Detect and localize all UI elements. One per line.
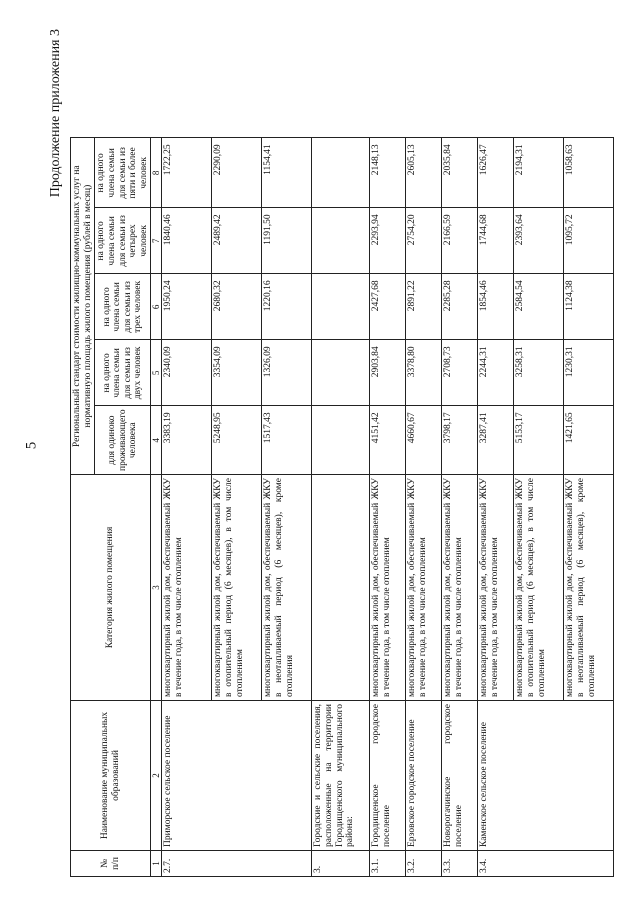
value-cell: 2903,84	[370, 340, 406, 406]
row-name: Городищенское городское поселение	[370, 701, 406, 851]
header-col7: на одного члена семьи для семьи из четырех человек	[95, 208, 151, 274]
value-cell: 4660,67	[406, 406, 442, 475]
value-cell: 2708,73	[442, 340, 478, 406]
header-num: № п/п	[71, 851, 151, 877]
value-cell	[312, 340, 370, 406]
value-cell: 1326,09	[262, 340, 312, 406]
row-name: Приморское сельское поселение	[162, 701, 312, 851]
value-cell: 5248,95	[212, 406, 262, 475]
value-cell: 2285,28	[442, 274, 478, 340]
page-number: 5	[23, 441, 40, 450]
value-cell: 2244,31	[478, 340, 514, 406]
value-cell: 2290,09	[212, 138, 262, 208]
value-cell: 1421,65	[564, 406, 614, 475]
tariff-table	[70, 137, 614, 877]
value-cell: 1950,24	[162, 274, 212, 340]
index-cell: 8	[151, 138, 162, 208]
header-col8: на одного члена семьи для семьи из пяти и более человек	[95, 138, 151, 208]
value-cell: 1230,31	[564, 340, 614, 406]
row-category: многоквартирный жилой дом, обеспечиваемый ЖКУ в течение года, в том числе отоплением	[478, 475, 514, 701]
row-num: 3.2.	[406, 851, 442, 877]
value-cell: 2148,13	[370, 138, 406, 208]
row-category: многоквартирный жилой дом, обеспечиваемый ЖКУ в неотапливаемый период (6 месяцев), кроме отопления	[262, 475, 312, 701]
header-name: Наименование муниципальных образований	[71, 701, 151, 851]
index-cell: 4	[151, 406, 162, 475]
value-cell: 4151,42	[370, 406, 406, 475]
table-row	[162, 138, 212, 877]
index-cell: 7	[151, 208, 162, 274]
index-cell: 6	[151, 274, 162, 340]
value-cell: 3287,41	[478, 406, 514, 475]
row-num: 3.4.	[478, 851, 614, 877]
value-cell: 2605,13	[406, 138, 442, 208]
table-row	[478, 138, 514, 877]
value-cell: 3383,19	[162, 406, 212, 475]
row-category: многоквартирный жилой дом, обеспечиваемый ЖКУ в неотапливаемый период (6 месяцев), кроме отопления	[564, 475, 614, 701]
row-category: многоквартирный жилой дом, обеспечиваемый ЖКУ в течение года, в том числе отоплением	[162, 475, 212, 701]
table-row	[406, 138, 442, 877]
value-cell	[312, 208, 370, 274]
row-num: 2.7.	[162, 851, 312, 877]
value-cell: 1840,46	[162, 208, 212, 274]
value-cell: 2427,68	[370, 274, 406, 340]
value-cell: 1517,43	[262, 406, 312, 475]
row-category	[312, 475, 370, 701]
value-cell: 1626,47	[478, 138, 514, 208]
row-name: Ерзовское городское поселение	[406, 701, 442, 851]
row-category: многоквартирный жилой дом, обеспечиваемый ЖКУ в течение года, в том числе отоплением	[406, 475, 442, 701]
value-cell: 2754,20	[406, 208, 442, 274]
row-category: многоквартирный жилой дом, обеспечиваемый ЖКУ в течение года, в том числе отоплением	[442, 475, 478, 701]
index-cell: 1	[151, 851, 162, 877]
value-cell: 2035,84	[442, 138, 478, 208]
header-col6: на одного члена семьи для семьи из трех человек	[95, 274, 151, 340]
table-row	[370, 138, 406, 877]
row-name: Новорогачинское городское поселение	[442, 701, 478, 851]
table-row	[312, 138, 370, 877]
value-cell: 1191,50	[262, 208, 312, 274]
row-category: многоквартирный жилой дом, обеспечиваемый ЖКУ в течение года, в том числе отоплением	[370, 475, 406, 701]
row-name: Каменское сельское поселение	[478, 701, 614, 851]
value-cell: 3378,80	[406, 340, 442, 406]
value-cell: 1058,63	[564, 138, 614, 208]
row-num: 3.3.	[442, 851, 478, 877]
row-name: Городские и сельские поселения, расположенные на территории Городищенского муниципального района:	[312, 701, 370, 851]
header-col4: для одиноко проживающего человека	[95, 406, 151, 475]
value-cell: 2584,54	[514, 274, 564, 340]
value-cell: 1220,16	[262, 274, 312, 340]
value-cell	[312, 406, 370, 475]
value-cell: 2194,31	[514, 138, 564, 208]
value-cell: 2393,64	[514, 208, 564, 274]
row-category: многоквартирный жилой дом, обеспечиваемый ЖКУ в отопительный период (6 месяцев), в том числе отоплением	[514, 475, 564, 701]
row-num: 3.1.	[370, 851, 406, 877]
value-cell: 1124,38	[564, 274, 614, 340]
value-cell: 2166,59	[442, 208, 478, 274]
value-cell: 1744,68	[478, 208, 514, 274]
value-cell: 3258,31	[514, 340, 564, 406]
value-cell: 1722,25	[162, 138, 212, 208]
continuation-title: Продолжение приложения 3	[48, 29, 63, 198]
header-standard: Региональный стандарт стоимости жилищно-коммунальных услуг на нормативную площадь жилого помещения (рублей в месяц)	[71, 138, 95, 475]
header-category: Категория жилого помещения	[71, 475, 151, 701]
value-cell	[312, 274, 370, 340]
value-cell: 2293,94	[370, 208, 406, 274]
row-category: многоквартирный жилой дом, обеспечиваемый ЖКУ в отопительный период (6 месяцев), в том числе отоплением	[212, 475, 262, 701]
index-row	[151, 138, 162, 877]
table-row	[442, 138, 478, 877]
index-cell: 5	[151, 340, 162, 406]
header-row	[71, 138, 95, 877]
value-cell: 1154,41	[262, 138, 312, 208]
value-cell: 1095,72	[564, 208, 614, 274]
index-cell: 2	[151, 701, 162, 851]
value-cell: 3354,09	[212, 340, 262, 406]
value-cell: 2891,22	[406, 274, 442, 340]
value-cell: 5153,17	[514, 406, 564, 475]
value-cell: 1854,46	[478, 274, 514, 340]
value-cell: 2489,42	[212, 208, 262, 274]
row-num: 3.	[312, 851, 370, 877]
value-cell: 2680,32	[212, 274, 262, 340]
index-cell: 3	[151, 475, 162, 701]
value-cell	[312, 138, 370, 208]
value-cell: 3798,17	[442, 406, 478, 475]
value-cell: 2340,09	[162, 340, 212, 406]
rotated-page	[48, 27, 608, 877]
header-col5: на одного члена семьи для семьи из двух человек	[95, 340, 151, 406]
